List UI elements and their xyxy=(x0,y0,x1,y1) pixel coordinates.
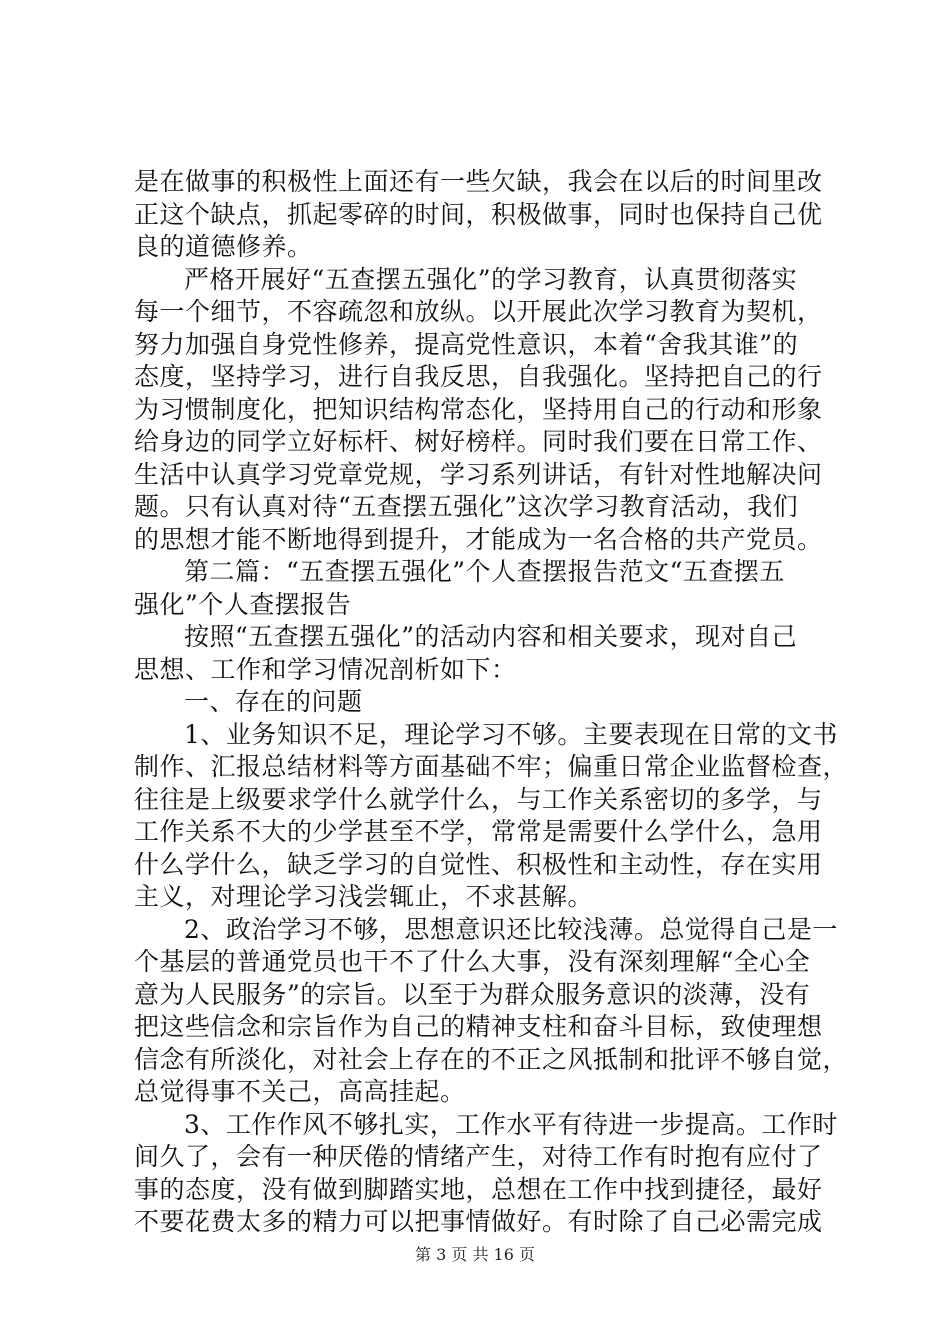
text-line: 总觉得事不关己，高高挂起。 xyxy=(134,1077,466,1106)
text-line: 意为人民服务”的宗旨。以至于为群众服务意识的淡薄，没有 xyxy=(134,979,811,1009)
text-line: 是在做事的积极性上面还有一些欠缺，我会在以后的时间里改 xyxy=(134,167,823,196)
text-line: 为习惯制度化，把知识结构常态化，坚持用自己的行动和形象 xyxy=(134,394,823,424)
page-number: 第 3 页 共 16 页 xyxy=(415,1245,535,1264)
text-line: 什么学什么，缺乏学习的自觉性、积极性和主动性，存在实用 xyxy=(134,849,823,879)
text-line: 个基层的普通党员也干不了什么大事，没有深刻理解“全心全 xyxy=(134,947,811,976)
text-line: 3、工作作风不够扎实，工作水平有待进一步提高。工作时 xyxy=(184,1109,838,1139)
text-line: 生活中认真学习党章党规，学习系列讲话，有针对性地解决问 xyxy=(134,459,823,489)
text-line: 正这个缺点，抓起零碎的时间，积极做事，同时也保持自己优 xyxy=(134,199,823,229)
text-line: 主义，对理论学习浅尝辄止，不求甚解。 xyxy=(134,882,594,911)
text-line: 2、政治学习不够，思想意识还比较浅薄。总觉得自己是一 xyxy=(184,914,838,944)
text-line: 制作、汇报总结材料等方面基础不牢；偏重日常企业监督检查， xyxy=(134,752,849,781)
text-line: 间久了，会有一种厌倦的情绪产生，对待工作有时抱有应付了 xyxy=(134,1142,823,1171)
text-line: 题。只有认真对待“五查摆五强化”这次学习教育活动，我们 xyxy=(134,492,799,521)
section-heading: 强化”个人查摆报告 xyxy=(134,589,352,619)
text-line: 思想、工作和学习情况剖析如下： xyxy=(134,654,517,684)
text-line: 1、业务知识不足，理论学习不够。主要表现在日常的文书 xyxy=(184,719,838,749)
text-line: 按照“五查摆五强化”的活动内容和相关要求，现对自己 xyxy=(184,622,798,651)
subheading: 一、存在的问题 xyxy=(184,687,363,716)
text-line: 往往是上级要求学什么就学什么，与工作关系密切的多学，与 xyxy=(134,784,823,814)
text-line: 事的态度，没有做到脚踏实地，总想在工作中找到捷径，最好 xyxy=(134,1174,823,1204)
text-line: 工作关系不大的少学甚至不学，常常是需要什么学什么，急用 xyxy=(134,817,823,846)
text-line: 每一个细节，不容疏忽和放纵。以开展此次学习教育为契机， xyxy=(134,297,823,326)
text-line: 态度，坚持学习，进行自我反思，自我强化。坚持把自己的行 xyxy=(134,362,823,391)
text-line: 严格开展好“五查摆五强化”的学习教育，认真贯彻落实 xyxy=(184,264,798,294)
text-line: 的思想才能不断地得到提升，才能成为一名合格的共产党员。 xyxy=(134,524,823,554)
section-heading: 第二篇：“五查摆五强化”个人查摆报告范文“五查摆五 xyxy=(184,557,785,586)
text-line: 把这些信念和宗旨作为自己的精神支柱和奋斗目标，致使理想 xyxy=(134,1012,823,1041)
text-line: 努力加强自身党性修养，提高党性意识，本着“舍我其谁”的 xyxy=(134,329,799,359)
text-line: 良的道德修养。 xyxy=(134,232,313,261)
text-line: 给身边的同学立好标杆、树好榜样。同时我们要在日常工作、 xyxy=(134,427,823,456)
text-line: 不要花费太多的精力可以把事情做好。有时除了自己必需完成 xyxy=(134,1207,823,1236)
text-line: 信念有所淡化，对社会上存在的不正之风抵制和批评不够自觉， xyxy=(134,1044,849,1074)
